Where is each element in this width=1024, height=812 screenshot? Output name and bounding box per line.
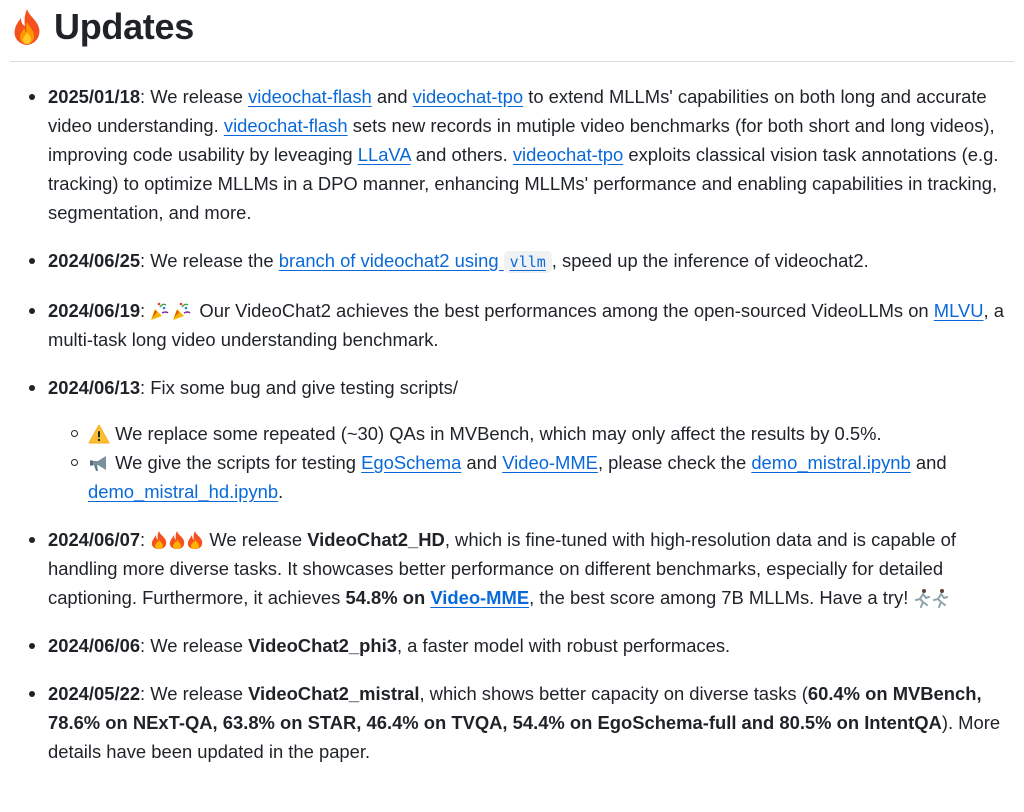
update-date: 2024/06/06	[48, 635, 141, 656]
videochat-tpo-link[interactable]: videochat-tpo	[512, 144, 624, 165]
update-text: : Fix some bug and give testing scripts/	[140, 377, 458, 398]
heading-divider	[10, 61, 1014, 62]
update-text: and others.	[410, 144, 513, 165]
update-text: and	[371, 86, 413, 107]
sub-list-item	[88, 448, 1012, 506]
update-date: 2024/06/25	[48, 250, 141, 271]
fire-icon	[186, 530, 204, 550]
list-item	[48, 296, 1012, 354]
vllm-branch-link[interactable]	[279, 250, 552, 271]
party-popper-icon	[150, 301, 172, 321]
update-text: : We release	[140, 683, 249, 704]
vllm-code: vllm	[504, 251, 552, 273]
videochat-flash-link[interactable]: videochat-flash	[248, 86, 372, 107]
party-popper-icon	[172, 301, 194, 321]
updates-list	[48, 82, 1012, 785]
update-text: , a faster model with robust performaces.	[396, 635, 731, 656]
update-text: sets new records in mutiple video benchmarks (for both short and long videos), improving code usability by leveaging	[48, 115, 995, 165]
section-heading	[10, 2, 194, 52]
update-text: We release	[204, 529, 308, 550]
sub-list	[48, 419, 1012, 506]
sub-list-item	[88, 419, 1012, 448]
update-text: , a multi-task long video understanding benchmark.	[48, 300, 1004, 350]
update-text: and	[910, 452, 947, 473]
update-text: ). More details have been updated in the paper.	[48, 712, 1001, 762]
update-text: :	[140, 300, 151, 321]
demo-mistral-link[interactable]: demo_mistral.ipynb	[751, 452, 911, 473]
update-text: , speed up the inference of videochat2.	[551, 250, 869, 271]
model-name: VideoChat2_mistral	[248, 683, 420, 704]
video-mme-link[interactable]: Video-MME	[502, 452, 598, 473]
list-item	[48, 246, 1012, 277]
videochat-tpo-link[interactable]: videochat-tpo	[412, 86, 524, 107]
update-text: exploits classical vision task annotations (e.g. tracking) to optimize MLLMs in a DPO manner, enhancing MLLMs' performance and enabling capabilities in tracking, segmentation, and more.	[48, 144, 999, 223]
update-text: , which shows better capacity on diverse tasks (	[419, 683, 808, 704]
megaphone-icon	[88, 453, 110, 473]
fire-icon	[10, 8, 44, 46]
list-item	[48, 525, 1012, 612]
mlvu-link[interactable]: MLVU	[933, 300, 984, 321]
list-item	[48, 679, 1012, 766]
videochat-flash-link[interactable]: videochat-flash	[223, 115, 348, 136]
list-item	[48, 373, 1012, 506]
update-date: 2025/01/18	[48, 86, 141, 107]
model-name: VideoChat2_phi3	[248, 635, 397, 656]
model-name: VideoChat2_HD	[307, 529, 445, 550]
update-text: , please check the	[597, 452, 752, 473]
list-item	[48, 82, 1012, 227]
update-text: : We release	[140, 635, 249, 656]
update-text: , which is fine-tuned with high-resolution data and is capable of handling more diverse tasks. It showcases better performance on different benchmarks, especially for detailed captioning. Furthermore, it achieves	[48, 529, 956, 608]
update-text: : We release the	[140, 250, 279, 271]
update-text: :	[140, 529, 151, 550]
list-item	[48, 631, 1012, 660]
update-date: 2024/06/19	[48, 300, 141, 321]
update-text: We give the scripts for testing	[110, 452, 362, 473]
fire-icon	[150, 530, 168, 550]
running-person-icon	[913, 588, 931, 608]
update-text: , the best score among 7B MLLMs. Have a try!	[529, 587, 914, 608]
update-text: : We release	[140, 86, 249, 107]
update-date: 2024/05/22	[48, 683, 141, 704]
update-date: 2024/06/13	[48, 377, 141, 398]
link-text: branch of videochat2 using	[278, 250, 504, 271]
running-person-icon	[931, 588, 949, 608]
update-text: .	[278, 481, 284, 502]
update-text: Our VideoChat2 achieves the best performances among the open-sourced VideoLLMs on	[194, 300, 934, 321]
egoschema-link[interactable]: EgoSchema	[361, 452, 462, 473]
update-text: to extend MLLMs' capabilities on both long and accurate video understanding.	[48, 86, 987, 136]
llava-link[interactable]: LLaVA	[357, 144, 411, 165]
demo-mistral-hd-link[interactable]: demo_mistral_hd.ipynb	[88, 481, 279, 502]
update-text: We replace some repeated (~30) QAs in MVBench, which may only affect the results by 0.5%.	[110, 423, 882, 444]
warning-icon	[88, 424, 110, 444]
score-text: 60.4% on MVBench, 78.6% on NExT-QA, 63.8% on STAR, 46.4% on TVQA, 54.4% on EgoSchema-full and 80.5% on IntentQA	[48, 683, 982, 733]
score-text: 54.8% on	[345, 587, 431, 608]
video-mme-link[interactable]: Video-MME	[430, 587, 530, 608]
fire-icon	[168, 530, 186, 550]
update-text: and	[461, 452, 503, 473]
page-title: Updates	[54, 6, 194, 47]
update-date: 2024/06/07	[48, 529, 141, 550]
